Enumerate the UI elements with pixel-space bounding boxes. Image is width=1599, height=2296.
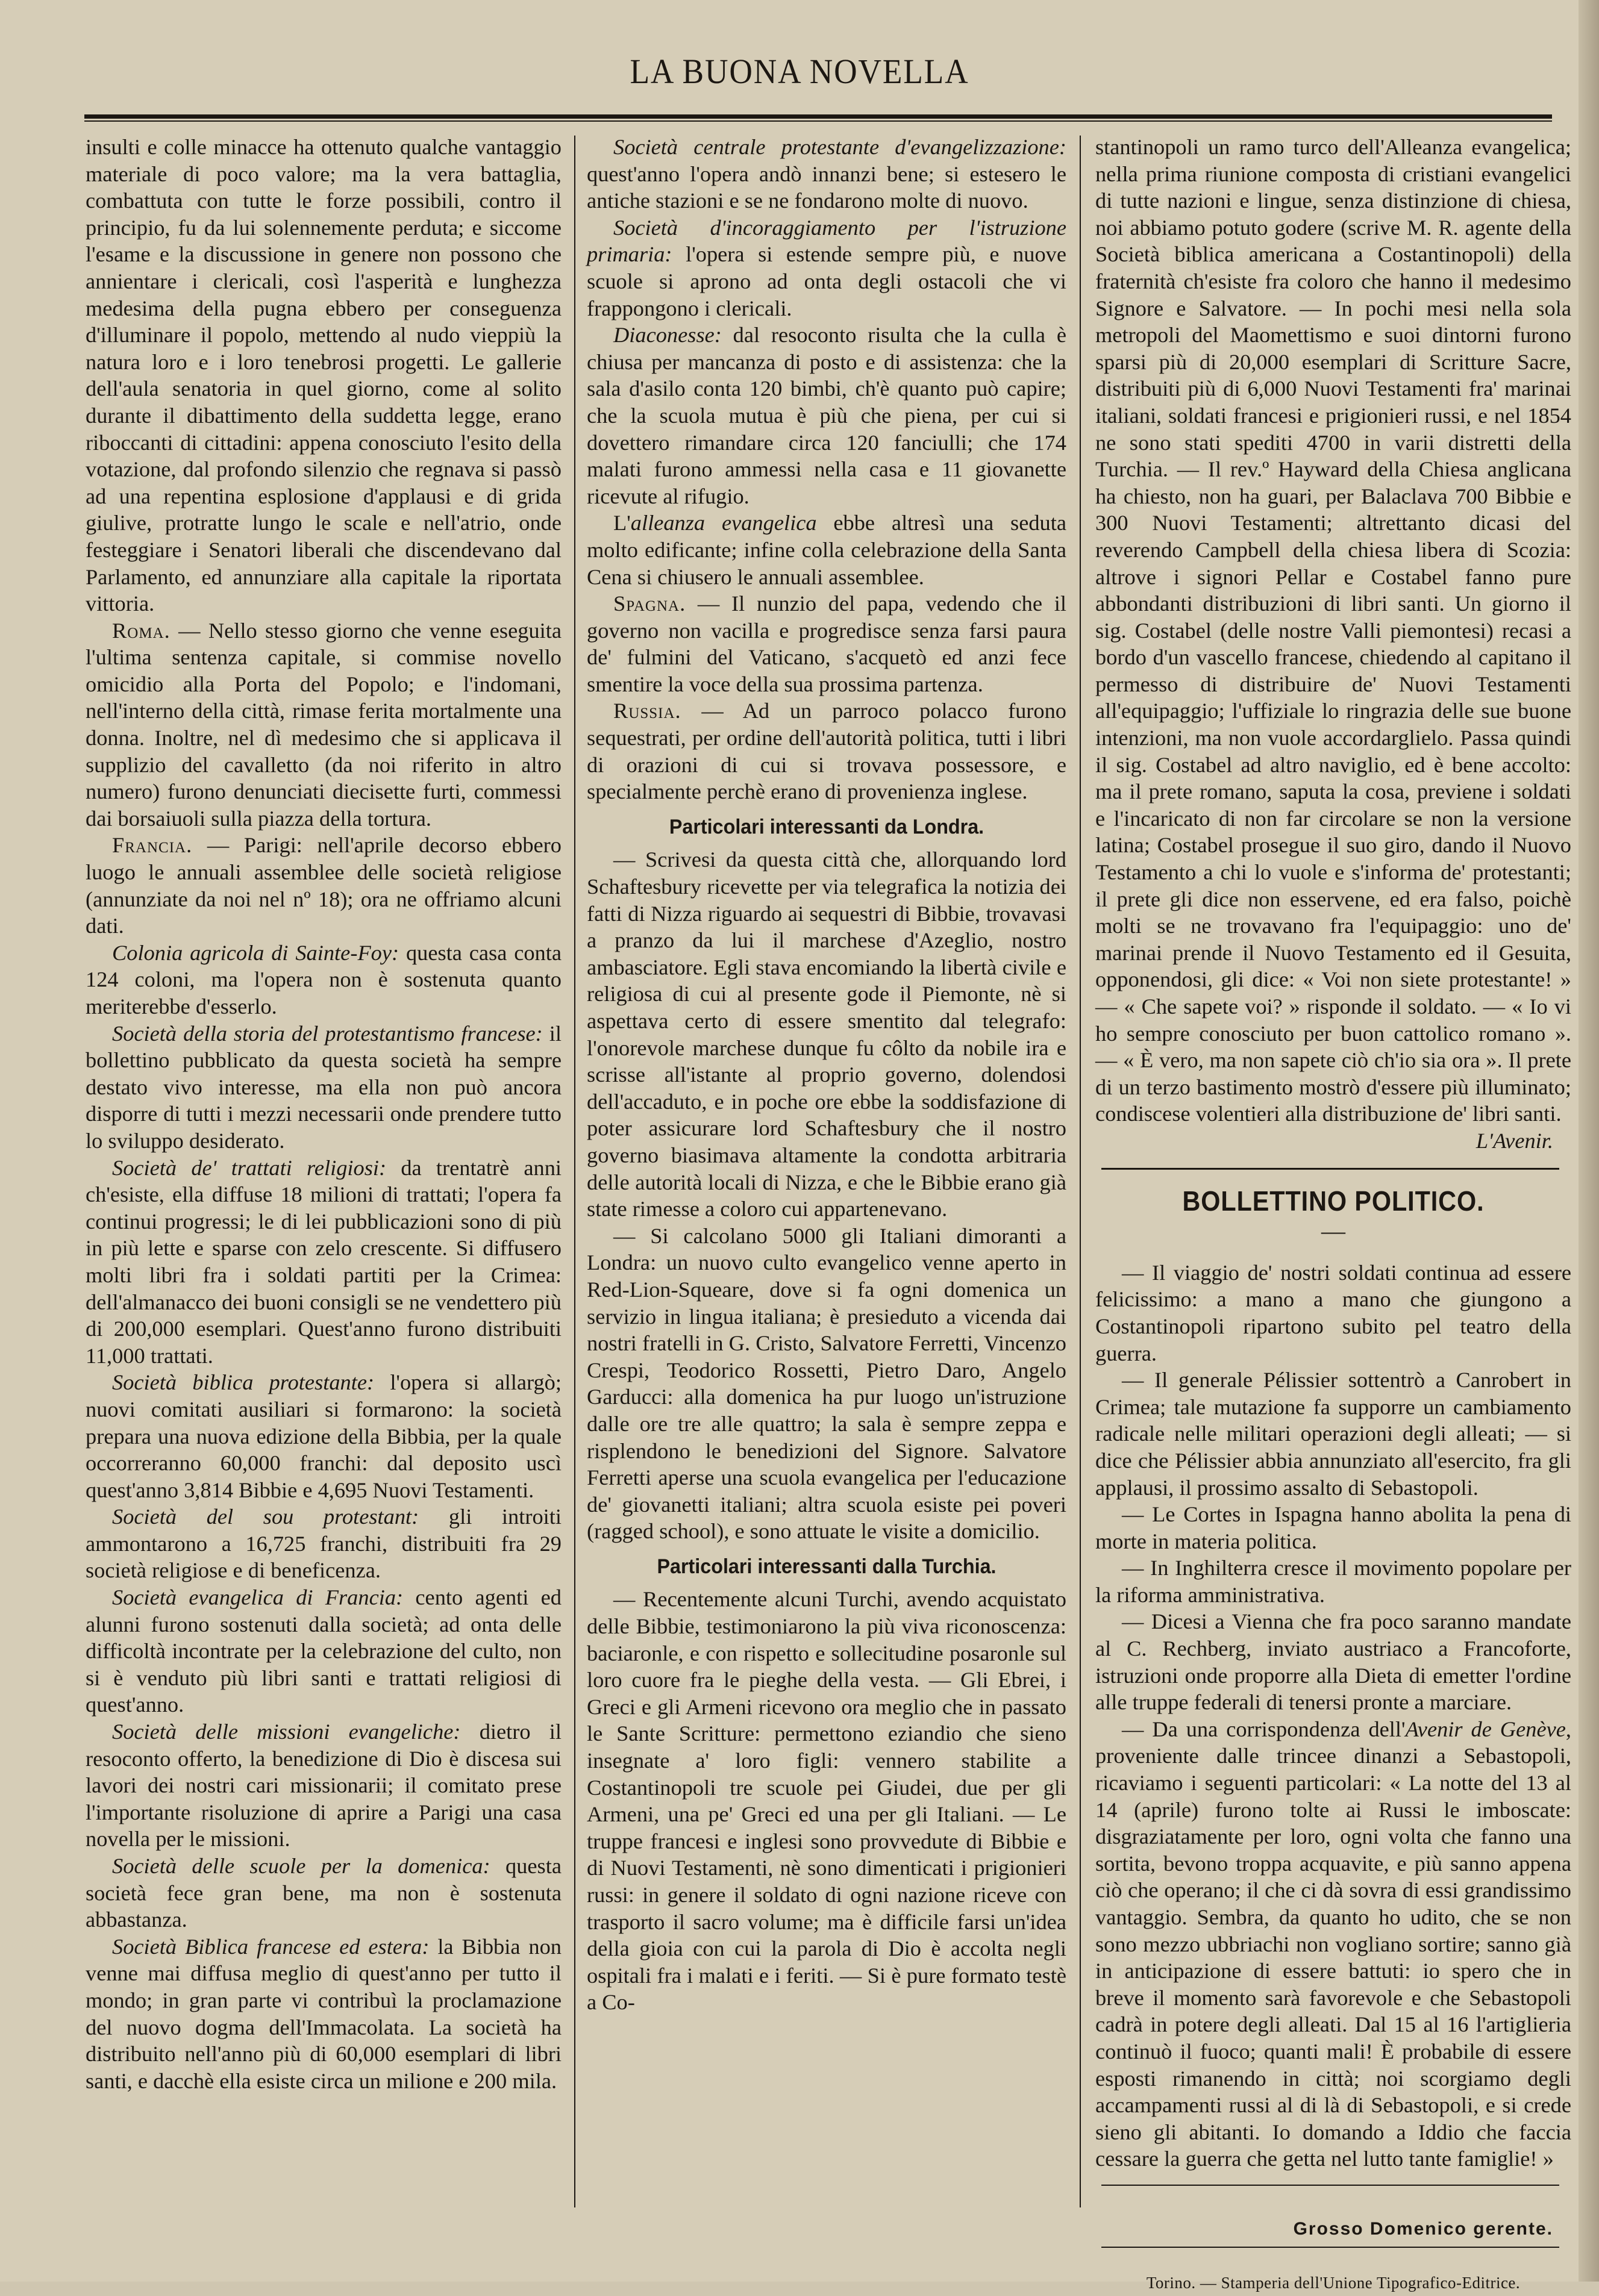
- header-rule-thin: [84, 120, 1552, 122]
- paragraph-text: dietro il resoconto offerto, la benedizione di Dio è discesa sui lavori dei nostri cari missionarii; il comitato prese l'importante risoluzione di aprire a Parigi una casa novella per le missioni.: [86, 1720, 562, 1851]
- paragraph-text: da trentatrè anni ch'esiste, ella diffuse 18 milioni di trattati; l'opera fa continui progressi; le di lei pubblicazioni sono di più in più lette e sparse con zelo crescente. Si diffusero molti libri fra i soldati partiti per la Crimea: dell'almanacco dei buoni consigli se ne vendettero più di 200,000 esemplari. Quest'anno furono distribuiti 11,000 trattati.: [86, 1155, 562, 1368]
- column-left: [86, 134, 562, 2094]
- paragraph: [587, 697, 1066, 805]
- italic-lead: Società biblica protestante:: [112, 1370, 375, 1395]
- paragraph: [86, 134, 562, 617]
- paragraph-text: — Il generale Pélissier sottentrò a Canrobert in Crimea; tale mutazione fa supporre un cambiamento radicale nelle militari operazioni degli alleati; — si dice che Pélissier abbia annunziato all'esercito, fra gli applausi, il prossimo assalto di Sebastopoli.: [1095, 1368, 1571, 1500]
- paragraph: [86, 1020, 562, 1155]
- italic-lead: Diaconesse:: [613, 323, 722, 348]
- paragraph-text: insulti e colle minacce ha ottenuto qualche vantaggio materiale di poco valore; ma la vera battaglia, combattuta con tutte le forze possibili, contro il principio, fu da lui solennemente perduta; e siccome l'esame e la discussione in genere non possono che annientare i clericali, così l'asperità e lunghezza medesima della pugna ebbero per conseguenza d'illuminare il popolo, mettendo al nudo vieppiù la natura loro e i loro tenebrosi progetti. Le gallerie dell'aula senatoria in quel giorno, come al solito durante il dibattimento della suddetta legge, erano riboccanti di cittadini: appena conosciuto l'esito della votazione, dal profondo silenzio che regnava si passò ad una repentina esplosione d'applausi e di grida giulive, protratte lungo le scale e nell'atrio, onde festeggiare i Senatori liberali che discendevano dal Parlamento, ed annunziare alla capitale la riportata vittoria.: [86, 135, 562, 616]
- paragraph-text: — Il nunzio del papa, vedendo che il governo non vacilla e progredisce senza farsi paura de' fulmini del Vaticano, s'acquetò ed anzi fece smentire la voce della sua prossima partenza.: [587, 591, 1066, 696]
- dateline: Francia.: [112, 833, 193, 858]
- paragraph-text: stantinopoli un ramo turco dell'Alleanza evangelica; nella prima riunione composta di cristiani evangelici di tutte nazioni e lingue, senza distinzione di chiesa, noi abbiamo potuto godere (scrive M. R. agente della Società biblica americana a Costantinopoli) della fraternità ch'esiste fra coloro che hanno il medesimo Signore e Salvatore. — In pochi mesi nella sola metropoli del Maomettismo e suoi dintorni furono sparsi più di 20,000 esemplari di Scritture Sacre, distribuiti più di 6,000 Nuovi Testamenti fra' marinai italiani, soldati francesi e prigionieri russi, e nel 1854 ne sono stati spediti 4700 in varii distretti della Turchia. — Il rev.º Hayward della Chiesa anglicana ha chiesto, non ha guari, per Balaclava 700 Bibbie e 300 Nuovi Testamenti; altrettanto dicasi del reverendo Campbell della chiesa libera di Scozia: altrove i signori Pellar e Costabel fanno pure abbondanti distribuzioni di libri santi. Un giorno il sig. Costabel (delle nostre Valli piemontesi) recasi a bordo d'un vascello francese, chiedendo al capitano il permesso di distribuire de' Nuovi Testamenti all'equipaggio; l'uffiziale lo ringrazia delle sue buone intenzioni, ma non vuole accordarglielo. Passa quindi il sig. Costabel ad altro naviglio, ed è bene accolto: ma il prete romano, saputa la cosa, previene i soldati e l'incaricato di non far circolare se non la versione latina; Costabel prosegue il suo giro, dando il Nuovo Testamento a chi lo vuole e s'informa de' protestanti; il prete gli dice non esservene, ed era falso, poichè molti se ne trovavano fra l'equipaggio: uno de' marinai prende il Nuovo Testamento ed il Gesuita, opponendosi, gli dice: « Voi non siete protestante! » — « Che sapete voi? » risponde il soldato. — « Io vi ho sempre conosciuto per buon cattolico romano ». — « È vero, ma non sapete ciò ch'io sia ora ». Il prete di un terzo bastimento mostrò d'essere più illuminato; condiscese volentieri alla distribuzione de' libri santi.: [1095, 135, 1571, 1126]
- section-heading: Particolari interessanti dalla Turchia.: [657, 1555, 997, 1578]
- paragraph: [587, 1586, 1066, 2016]
- paragraph: [86, 832, 562, 939]
- paragraph: [587, 214, 1066, 322]
- italic-lead: Società d'incoraggiamento per l'istruzione primaria:: [587, 215, 1066, 267]
- paragraph-text: — Scrivesi da questa città che, allorquando lord Schaftesbury ricevette per via telegrafica la notizia dei fatti di Nizza riguardo ai sequestri di Bibbie, trovavasi a pranzo da lui il marchese d'Azeglio, nostro ambasciatore. Egli stava encomiando la libertà civile e religiosa di cui al presente gode il Piemonte, nè si aspettava certo di essere smentito dal telegrafo: l'onorevole marchese dunque fu côlto da nobile ira e scrisse all'istante al proprio governo, dolendosi dell'accaduto, e in poche ore ebbe la soddisfazione di poter assicurare lord Schaftesbury che il nostro governo biasimava altamente la condotta arbitraria delle autorità locali di Nizza, e che le Bibbie erano già state rimesse a coloro cui appartenevano.: [587, 847, 1066, 1221]
- printer-imprint: Torino. — Stamperia dell'Unione Tipografico-Editrice.: [1146, 2273, 1521, 2292]
- paragraph: [1095, 1501, 1571, 1555]
- paragraph-text: ebbe altresì una seduta molto edificante; infine colla celebrazione della Santa Cena si chiusero le annuali assemblee.: [587, 511, 1066, 589]
- paragraph-text: dal resoconto risulta che la culla è chiusa per mancanza di posto e di assistenza: che la sala d'asilo conta 120 bimbi, ch'è quanto può capire; che la scuola mutua è più che piena, per cui si dovettero rimandare circa 120 fanciulli; che 174 malati furono ammessi nella casa e 11 giovanette ricevute al rifugio.: [587, 323, 1066, 508]
- paragraph-text: L': [613, 511, 631, 535]
- paragraph: [1095, 134, 1571, 1128]
- footer-rule: [1101, 2247, 1559, 2248]
- paragraph: [587, 134, 1066, 214]
- paragraph-text: gli introiti ammontarono a 16,725 franchi, distribuiti fra 29 società religiose e di beneficenza.: [86, 1505, 562, 1583]
- footer-rule: [1101, 2185, 1559, 2186]
- italic-lead: alleanza evangelica: [630, 511, 817, 535]
- paragraph: [86, 1503, 562, 1584]
- dateline: Spagna.: [613, 591, 686, 616]
- column-middle: [587, 134, 1066, 2016]
- italic-lead: Società della storia del protestantismo francese:: [112, 1021, 543, 1046]
- paragraph: [587, 322, 1066, 510]
- paragraph-text: quest'anno l'opera andò innanzi bene; si estesero le antiche stazioni e se ne fondarono molte di nuovo.: [587, 161, 1066, 213]
- paragraph-text: cento agenti ed alunni furono sostenuti dalla società; ad onta delle difficoltà incontrate per la celebrazione del culto, non si è venduto più libri santi e trattati religiosi di quest'anno.: [86, 1585, 562, 1717]
- column-right: [1095, 134, 1571, 2296]
- paragraph: [587, 1223, 1066, 1545]
- paragraph-text: — Nello stesso giorno che venne eseguita l'ultima sentenza capitale, si commise novello omicidio alla Porta del Popolo; e l'indomani, nell'interno della città, rimase ferita mortalmente una donna. Inoltre, nel dì medesimo che si applicava il supplizio del cavalletto (da noi riferito in altro numero) furono denunciati diecisette furti, commessi dai borsaiuoli sulla piazza della tortura.: [86, 618, 562, 831]
- section-rule: [1101, 1168, 1559, 1170]
- masthead: LA BUONA NOVELLA: [630, 52, 969, 91]
- italic-lead: Colonia agricola di Sainte-Foy:: [112, 940, 399, 965]
- paragraph: [86, 1584, 562, 1718]
- paragraph-text: — Le Cortes in Ispagna hanno abolita la pena di morte in materia politica.: [1095, 1502, 1571, 1553]
- paragraph: [86, 1853, 562, 1933]
- italic-lead: Società delle missioni evangeliche:: [112, 1720, 461, 1744]
- column-divider: [574, 136, 575, 2207]
- paragraph-text: questa società fece gran bene, ma non è sostenuta abbastanza.: [86, 1854, 562, 1932]
- section-heading: Particolari interessanti da Londra.: [669, 815, 984, 838]
- paragraph-text: — Recentemente alcuni Turchi, avendo acquistato delle Bibbie, testimoniarono la più viva riconoscenza: baciaronle, e con rispetto e sollecitudine posaronle sul loro cuore fra le pieghe della vesta. — Gli Ebrei, i Greci e gli Armeni ricevono ora meglio che in passato le Sante Scritture: permettono eziandio che sieno insegnate a' loro figli: vennero stabilite a Costantinopoli tre scuole pei Giudei, due per gli Armeni, una pe' Greci ed una per gli Italiani. — Le truppe francesi e inglesi sono provvedute di Bibbie e di Nuovi Testamenti, nè sono dimenticati i prigionieri russi: in genere il soldato di ogni nazione riceve con trasporto il sacro volume; ma è difficile farsi un'idea della gioia con cui la parola di Dio è accolta negli ospitali fra i malati e i feriti. — Si è pure formato testè a Co-: [587, 1587, 1066, 2015]
- paragraph: [587, 590, 1066, 697]
- editor-credit: Grosso Domenico gerente.: [1293, 2218, 1553, 2239]
- italic-lead: Avenir de Genève: [1405, 1717, 1566, 1741]
- paragraph-text: l'opera si allargò; nuovi comitati ausiliari si formarono: la società prepara una nuova edizione della Bibbia, per la quale occorreranno 60,000 franchi: dal deposito uscì quest'anno 3,814 Bibbie e 4,695 Nuovi Testamenti.: [86, 1370, 562, 1502]
- italic-lead: Società centrale protestante d'evangelizzazione:: [613, 135, 1066, 159]
- italic-lead: Società delle scuole per la domenica:: [112, 1854, 490, 1878]
- paragraph: [1095, 1608, 1571, 1715]
- italic-lead: Società de' trattati religiosi:: [112, 1155, 387, 1180]
- page-edge: [1579, 0, 1599, 2282]
- paragraph-text: — Ad un parroco polacco furono sequestrati, per ordine dell'autorità politica, tutti i libri di orazioni di cui si trovava possessore, e specialmente perchè erano di provenienza inglese.: [587, 699, 1066, 804]
- paragraph: [86, 940, 562, 1020]
- italic-lead: Società del sou protestant:: [112, 1505, 419, 1529]
- paragraph: [1095, 1555, 1571, 1608]
- paragraph: [587, 846, 1066, 1222]
- paragraph-text: la Bibbia non venne mai diffusa meglio di quest'anno per tutto il mondo; in gran parte vi contribuì la proclamazione del nuovo dogma dell'Immacolata. La società ha distribuito nell'anno più di 60,000 esemplari di libri santi, e dacchè ella esiste circa un milione e 200 mila.: [86, 1934, 562, 2093]
- italic-lead: Società Biblica francese ed estera:: [112, 1934, 430, 1959]
- paragraph: [86, 1718, 562, 1853]
- title-dash: —: [1321, 1217, 1345, 1245]
- paragraph-text: il bollettino pubblicato da questa società ha sempre destato vivo interesse, ma ella non può ancora disporre di tutti i mezzi necessarii onde prendere tutto lo sviluppo desiderato.: [86, 1021, 562, 1153]
- source-signature: L'Avenir.: [1475, 1128, 1553, 1153]
- paragraph: [86, 1369, 562, 1503]
- paragraph: [1095, 1716, 1571, 2173]
- paragraph-text: — Si calcolano 5000 gli Italiani dimoranti a Londra: un nuovo culto evangelico venne aperto in Red-Lion-Squeare, dove si fa ogni domenica un servizio in lingua italiana; è presieduto a vicenda dai nostri fratelli in G. Cristo, Salvatore Ferretti, Vincenzo Crespi, Teodorico Rossetti, Pietro Daro, Angelo Garducci: alla domenica ha pur luogo un'istruzione dalle ore tre alle quattro; la sala è sempre zeppa e risplendono le benedizioni del Signore. Salvatore Ferretti aperse una scuola evangelica per l'educazione de' giovanetti italiani; altra scuola esiste pei poveri (ragged school), e sono attuate le visite a domicilio.: [587, 1223, 1066, 1544]
- paragraph-text: — Da una corrispondenza dell': [1122, 1717, 1406, 1741]
- header-rule: [84, 114, 1552, 119]
- paragraph: [587, 510, 1066, 590]
- paragraph: [86, 1933, 562, 2095]
- dateline: Roma.: [112, 618, 171, 643]
- paragraph: [86, 1155, 562, 1370]
- paragraph-text: — Il viaggio de' nostri soldati continua ad essere felicissimo: a mano a mano che giungono a Costantinopoli ripartono subito pel teatro della guerra.: [1095, 1260, 1571, 1365]
- column-divider: [1080, 136, 1081, 2207]
- italic-lead: Società evangelica di Francia:: [112, 1585, 404, 1610]
- paragraph-text: — Parigi: nell'aprile decorso ebbero luogo le annuali assemblee delle società religiose (annunziate da noi nel nº 18); ora ne offriamo alcuni dati.: [86, 833, 562, 938]
- paragraph-text: , proveniente dalle trincee dinanzi a Sebastopoli, ricaviamo i seguenti particolari: « La notte del 13 al 14 (aprile) furono tolte ai Russi le imboscate: disgraziatamente per loro, ogni volta che fanno una sortita, bevono troppa acquavite, e più sanno appena ciò che operano; il che ci dà sovra di essi grandissimo vantaggio. Sembra, da quanto ho udito, che se non sono mezzo ubbriachi non vogliano sortire; sanno già in anticipazione di essere battuti: io spero che in breve il momento sarà favorevole e che Sebastopoli cadrà in potere degli alleati. Dal 15 al 16 l'artiglieria continuò il fuoco; quanti mali! È probabile di essere esposti rimanendo in città; noi scorgiamo degli accampamenti russi al di là di Sebastopoli, e si crede sieno gli abitanti. Io domando a Iddio che faccia cessare la guerra che getta nel lutto tante famiglie! »: [1095, 1717, 1572, 2171]
- section-title: BOLLETTINO POLITICO.: [1182, 1185, 1485, 1217]
- paragraph-text: — In Inghilterra cresce il movimento popolare per la riforma amministrativa.: [1095, 1556, 1571, 1607]
- paragraph-text: l'opera si estende sempre più, e nuove scuole si aprono ad onta degli ostacoli che vi frappongono i clericali.: [587, 242, 1066, 320]
- dateline: Russia.: [613, 699, 681, 723]
- paragraph: [1095, 1367, 1571, 1501]
- paragraph-text: questa casa conta 124 coloni, ma l'opera non è sostenuta quanto meriterebbe d'esserlo.: [86, 940, 562, 1019]
- paragraph-text: — Dicesi a Vienna che fra poco saranno mandate al C. Rechberg, inviato austriaco a Francoforte, istruzioni onde proporre alla Dieta di emetter l'ordine alle truppe federali di tenersi pronte a marciare.: [1095, 1609, 1571, 1715]
- paragraph: [1095, 1259, 1571, 1367]
- paragraph: [86, 617, 562, 832]
